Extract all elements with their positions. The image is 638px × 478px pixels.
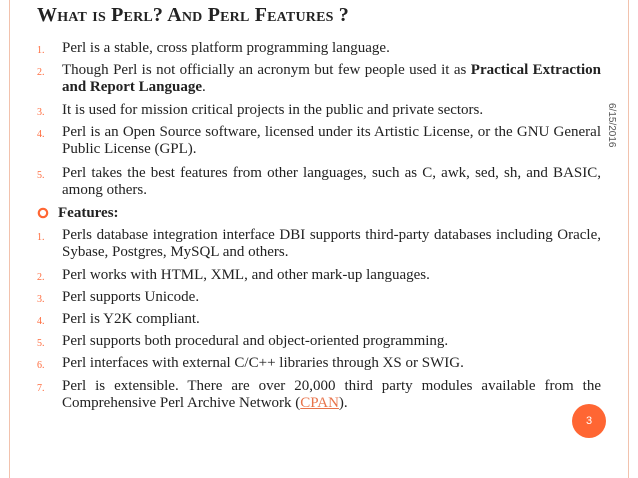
intro-item-2 (37, 62, 601, 96)
list-text: Perl supports both procedural and object-oriented programming. (62, 333, 449, 349)
feature-item-4 (37, 311, 601, 328)
list-number: 5. (37, 338, 45, 349)
text-segment: . (202, 79, 206, 95)
list-text: Perl is an Open Source software, licensed under its Artistic License, or the GNU General Public License (GPL). (62, 124, 601, 157)
list-text (62, 378, 601, 412)
features-heading-row (37, 205, 601, 222)
slide-title: What is Perl? And Perl Features ? (37, 4, 350, 26)
list-text: It is used for mission critical projects in the public and private sectors. (62, 102, 484, 118)
feature-item-2 (37, 267, 601, 284)
list-text: Perl interfaces with external C/C++ libraries through XS or SWIG. (62, 355, 464, 371)
intro-item-1 (37, 40, 601, 57)
frame-line-right (628, 0, 629, 478)
feature-item-1 (37, 227, 601, 261)
list-number: 1. (37, 45, 45, 56)
frame-line-left (9, 0, 10, 478)
feature-item-7 (37, 378, 601, 412)
intro-item-4 (37, 124, 601, 158)
list-text: Perl is a stable, cross platform programming language. (62, 40, 390, 56)
list-number: 6. (37, 360, 45, 371)
hollow-circle-bullet-icon (37, 207, 49, 219)
list-number: 1. (37, 232, 45, 243)
intro-item-3 (37, 102, 601, 119)
list-number: 5. (37, 170, 45, 181)
list-text: Perl works with HTML, XML, and other mark-up languages. (62, 267, 430, 283)
intro-item-5 (37, 165, 601, 199)
list-text: Perls database integration interface DBI supports third-party databases including Oracle, Sybase, Postgres, MySQL and others. (62, 227, 601, 260)
text-segment: Perl is extensible. There are over 20,000 third party modules available from the Comprehensive Perl Archive Network ( (62, 378, 601, 411)
slide-date: 6/15/2016 (606, 103, 617, 148)
page-number-badge: 3 (572, 404, 606, 438)
list-number: 3. (37, 294, 45, 305)
list-number: 2. (37, 67, 45, 78)
list-text (62, 62, 601, 96)
features-heading: Features: (58, 205, 119, 221)
list-text: Perl is Y2K compliant. (62, 311, 200, 327)
feature-item-5 (37, 333, 601, 350)
feature-item-6 (37, 355, 601, 372)
text-segment: ). (338, 395, 348, 411)
bold-term: Practical Extraction and Report Language (62, 62, 601, 95)
list-number: 4. (37, 316, 45, 327)
cpan-link[interactable]: CPAN (300, 395, 339, 411)
list-number: 3. (37, 107, 45, 118)
list-number: 4. (37, 129, 45, 140)
list-text: Perl supports Unicode. (62, 289, 200, 305)
list-number: 7. (37, 383, 45, 394)
list-number: 2. (37, 272, 45, 283)
text-segment: Though Perl is not officially an acronym but few people used it as (62, 62, 471, 78)
list-text: Perl takes the best features from other languages, such as C, awk, sed, sh, and BASIC, among others. (62, 165, 601, 198)
feature-item-3 (37, 289, 601, 306)
